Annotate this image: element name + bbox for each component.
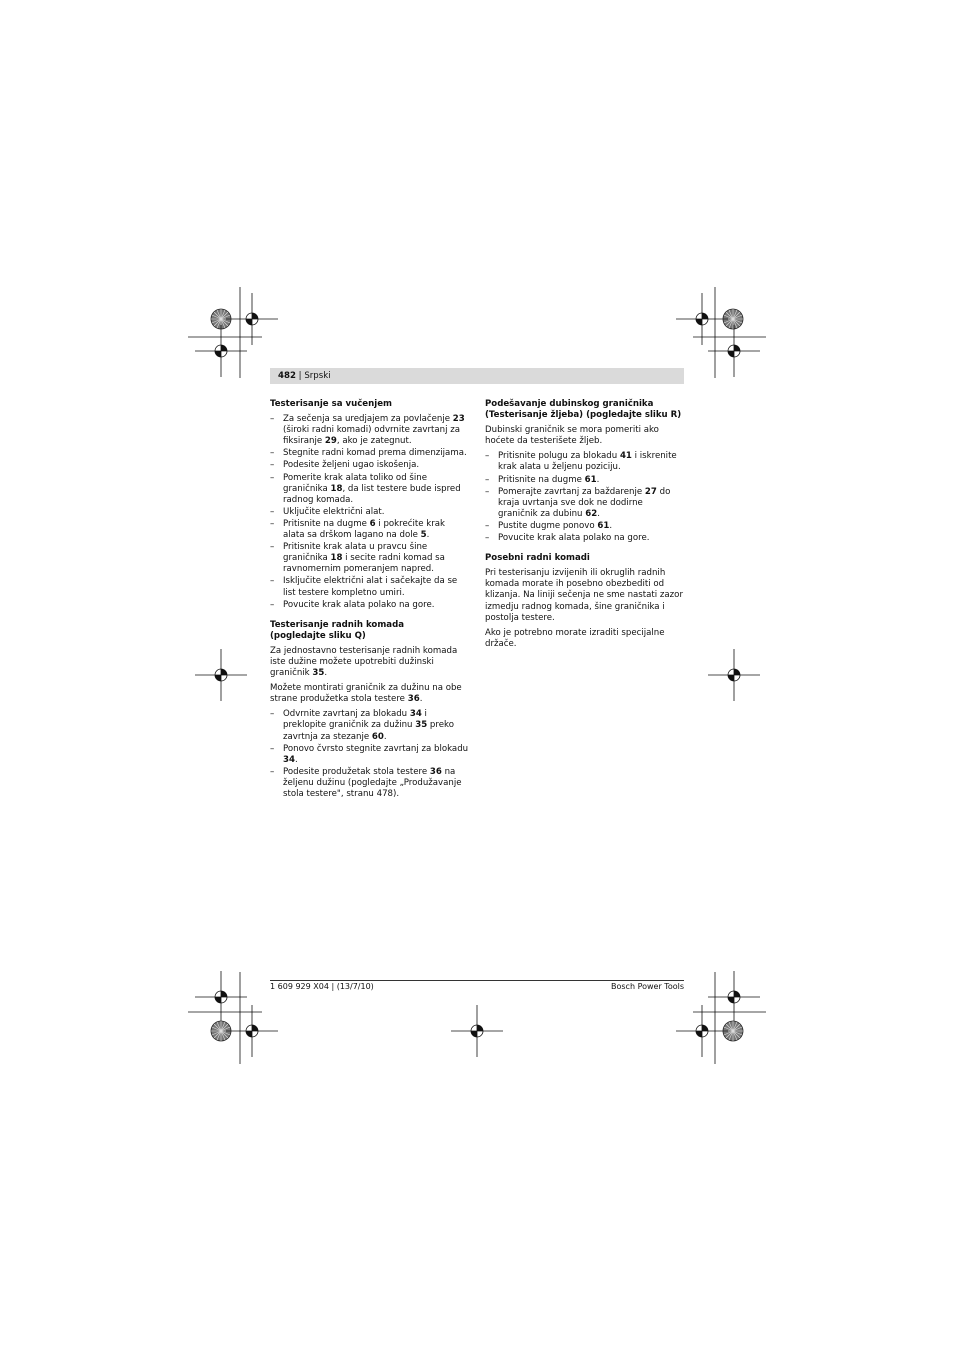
list-item: – Uključite električni alat. [270, 507, 469, 518]
paragraph: Pri testerisanju izvijenih ili okruglih radnih komada morate ih posebno obezbediti od klizanja. Na liniji sečenja ne sme nastati zazor izmedju radnog komada, šine graničnika i postolja testere. [485, 568, 683, 623]
section-title: Podešavanje dubinskog graničnika (Testerisanje žljeba) (pogledajte sliku R) [485, 399, 682, 421]
instruction-list [270, 709, 469, 800]
registration-cross-mark [451, 1005, 503, 1057]
list-item: – Podesite željeni ugao iskošenja. [270, 460, 469, 471]
list-item: – Za sečenja sa uredjajem za povlačenje 23 (široki radni komadi) odvrnite zavrtanj za fiksiranje 29, ako je zategnut. [270, 414, 469, 447]
footer-document-id: 1 609 929 X04 | (13/7/10) [270, 982, 374, 991]
footer-brand: Bosch Power Tools [611, 982, 684, 991]
section-special-workpieces [485, 553, 684, 650]
registration-cross-mark [195, 649, 247, 701]
footer-divider [270, 980, 684, 981]
header-language: Srpski [304, 371, 331, 381]
section-title: Testerisanje sa vučenjem [270, 399, 392, 409]
section-depth-stop [485, 399, 684, 544]
list-item: – Povucite krak alata polako na gore. [270, 600, 469, 611]
list-item: – Isključite električni alat i sačekajte da se list testere kompletno umiri. [270, 576, 469, 598]
list-item: – Pustite dugme ponovo 61. [485, 521, 684, 532]
right-column [485, 399, 684, 659]
page-number: 482 [278, 371, 296, 381]
paragraph: Možete montirati graničnik za dužinu na obe strane produžetka stola testere 36. [270, 683, 462, 705]
list-item: – Podesite produžetak stola testere 36 na željenu dužinu (pogledajte „Produžavanje stola testere", stranu 478). [270, 767, 469, 800]
registration-cross-mark [708, 649, 760, 701]
instruction-list [485, 451, 684, 544]
paragraph: Za jednostavno testerisanje radnih komada iste dužine možete upotrebiti dužinski graničnik 35. [270, 645, 458, 679]
left-column [270, 399, 469, 809]
section-pull-sawing [270, 399, 469, 611]
registration-cross-mark [676, 1005, 728, 1057]
list-item: – Pomerite krak alata toliko od šine graničnika 18, da list testere bude ispred radnog komada. [270, 473, 469, 506]
instruction-list [270, 414, 469, 611]
registration-cross-mark [195, 325, 247, 377]
list-item: – Povucite krak alata polako na gore. [485, 533, 684, 544]
list-item: – Pritisnite na dugme 6 i pokrećite krak alata sa drškom lagano na dole 5. [270, 519, 469, 541]
section-title: Testerisanje radnih komada (pogledajte sliku Q) [270, 619, 405, 641]
page-header: 482 | Srpski [270, 368, 684, 384]
registration-cross-mark [195, 971, 247, 1023]
registration-cross-mark [708, 971, 760, 1023]
registration-cross-mark [708, 325, 760, 377]
list-item: – Pritisnite polugu za blokadu 41 i iskrenite krak alata u željenu poziciju. [485, 451, 684, 473]
list-item: – Pritisnite krak alata u pravcu šine graničnika 18 i secite radni komad sa ravnomernim pomeranjem napred. [270, 542, 469, 575]
list-item: – Odvrnite zavrtanj za blokadu 34 i preklopite graničnik za dužinu 35 preko zavrtnja za stezanje 60. [270, 709, 469, 742]
section-same-length-workpieces [270, 620, 469, 800]
paragraph: Ako je potrebno morate izraditi specijalne držače. [485, 627, 665, 649]
list-item: – Stegnite radni komad prema dimenzijama. [270, 448, 469, 459]
list-item: – Pritisnite na dugme 61. [485, 475, 684, 486]
paragraph: Dubinski graničnik se mora pomeriti ako hoćete da testerišete žljeb. [485, 425, 659, 447]
list-item: – Ponovo čvrsto stegnite zavrtanj za blokadu 34. [270, 744, 469, 766]
list-item: – Pomerajte zavrtanj za baždarenje 27 do kraja uvrtanja sve dok ne dodirne graničnik za dubinu 62. [485, 487, 684, 520]
registration-cross-mark [226, 1005, 278, 1057]
section-title: Posebni radni komadi [485, 553, 590, 564]
